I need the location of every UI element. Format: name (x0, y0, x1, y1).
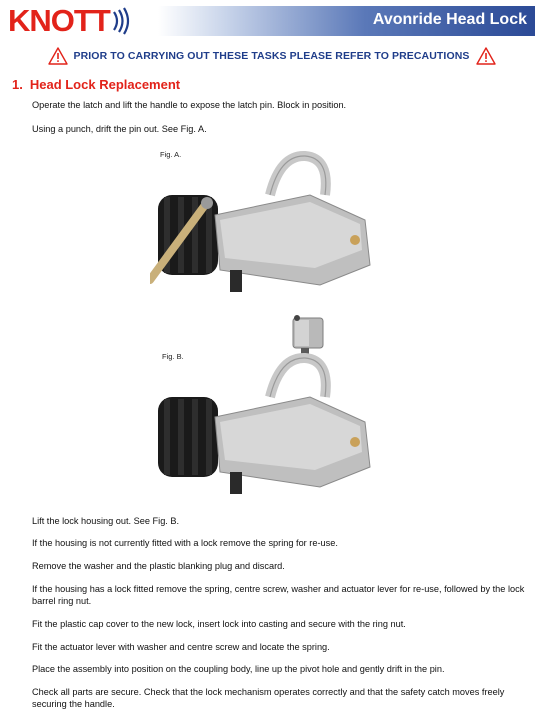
instruction-paragraph: Fit the actuator lever with washer and centre screw and locate the spring. (32, 642, 330, 652)
instruction-paragraph: Operate the latch and lift the handle to expose the latch pin. Block in position. (32, 100, 347, 110)
warning-triangle-icon (48, 47, 68, 65)
instruction-paragraph: If the housing has a lock fitted remove the spring, centre screw, washer and actuator lever for re-use, followed by the lock barrel ring nut. (32, 584, 525, 606)
instruction-paragraph: Lift the lock housing out. See Fig. B. (32, 516, 180, 526)
instruction-paragraph: Using a punch, drift the pin out. See Fig. A. (32, 124, 207, 134)
section-heading (12, 77, 180, 92)
warning-triangle-icon (476, 47, 496, 65)
section-number: 1. (12, 77, 23, 92)
fig-a-coupling-image (150, 150, 400, 310)
logo-text: KNOTT (8, 3, 110, 38)
warning-text: PRIOR TO CARRYING OUT THESE TASKS PLEASE REFER TO PRECAUTIONS (73, 50, 470, 62)
logo-arcs-icon (111, 6, 131, 36)
instruction-paragraph: If the housing is not currently fitted with a lock remove the spring for re-use. (32, 538, 338, 548)
fig-b-label: Fig. B. (162, 352, 184, 361)
fig-b-coupling-image (150, 352, 400, 512)
title-bar (158, 6, 535, 36)
figures-illustration (150, 140, 400, 510)
page-title: Avonride Head Lock (372, 11, 527, 28)
instruction-paragraph: Fit the plastic cap cover to the new lock, insert lock into casting and secure with the ring nut. (32, 619, 406, 629)
instruction-paragraph: Place the assembly into position on the coupling body, line up the pivot hole and gently drift in the pin. (32, 664, 445, 674)
precautions-warning (0, 44, 543, 68)
section-title: Head Lock Replacement (29, 77, 181, 92)
knott-logo (8, 3, 131, 38)
instruction-paragraph: Check all parts are secure. Check that the lock mechanism operates correctly and that the safety catch moves freely securing the handle. (32, 687, 505, 709)
fig-a-label: Fig. A. (160, 150, 182, 159)
page-header (8, 3, 535, 38)
instruction-paragraph: Remove the washer and the plastic blanking plug and discard. (32, 561, 285, 571)
